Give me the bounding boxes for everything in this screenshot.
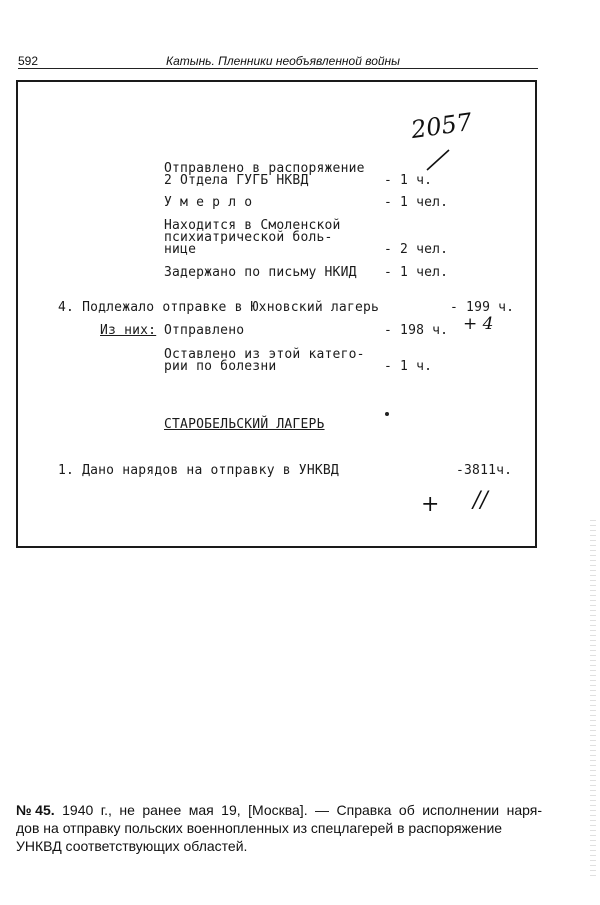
scan-edge-noise [590, 520, 596, 880]
sent-gugb-value: - 1 ч. [384, 173, 433, 188]
document-caption [16, 801, 542, 855]
died-value: - 1 чел. [384, 195, 449, 210]
handwritten-slashes: // [473, 488, 488, 513]
of-them-label: Из них: [100, 323, 157, 338]
handwritten-plus: + [421, 492, 440, 517]
caption-line-3: УНКВД соответствующих областей. [16, 838, 248, 854]
item4-value: - 199 ч. [450, 300, 515, 315]
ink-dot [385, 412, 389, 416]
handwritten-plus-four: + 4 [463, 314, 494, 334]
section-heading: СТАРОБЕЛЬСКИЙ ЛАГЕРЬ [164, 417, 325, 432]
archival-document-frame [16, 80, 537, 548]
caption-line-1 [16, 801, 542, 819]
handwritten-stroke [423, 148, 453, 172]
hospital-line3: нице [164, 242, 197, 257]
left-sick-line1: Оставлено из этой катего- [164, 347, 365, 362]
left-sick-value: - 1 ч. [384, 359, 433, 374]
caption-line-2: дов на отправку польских военнопленных из спецлагерей в распоряжение [16, 820, 503, 836]
handwritten-number: 2057 [409, 107, 474, 145]
hospital-line2: психиатрической боль- [164, 230, 333, 245]
item4-text: 4. Подлежало отправке в Юхновский лагерь [58, 300, 380, 315]
page-number: 592 [18, 54, 39, 68]
left-sick-line2: рии по болезни [164, 359, 277, 374]
header-rule [18, 68, 538, 69]
detained-label: Задержано по письму НКИД [164, 265, 357, 280]
document-number: №45. [16, 802, 55, 818]
sent-gugb-line2: 2 Отдела ГУГБ НКВД [164, 173, 309, 188]
sent-gugb-line1: Отправлено в распоряжение [164, 161, 365, 176]
hospital-value: - 2 чел. [384, 242, 449, 257]
item1-text: 1. Дано нарядов на отправку в УНКВД [58, 463, 339, 478]
sent-value: - 198 ч. [384, 323, 449, 338]
sent-label: Отправлено [164, 323, 245, 338]
died-label: У м е р л о [164, 195, 253, 210]
item1-value: -3811ч. [456, 463, 513, 478]
caption-line-1-text: 1940 г., не ранее мая 19, [Москва]. — Справка об исполнении наря- [54, 802, 542, 818]
running-title: Катынь. Пленники необъявленной войны [166, 54, 400, 68]
hospital-line1: Находится в Смоленской [164, 218, 341, 233]
detained-value: - 1 чел. [384, 265, 449, 280]
